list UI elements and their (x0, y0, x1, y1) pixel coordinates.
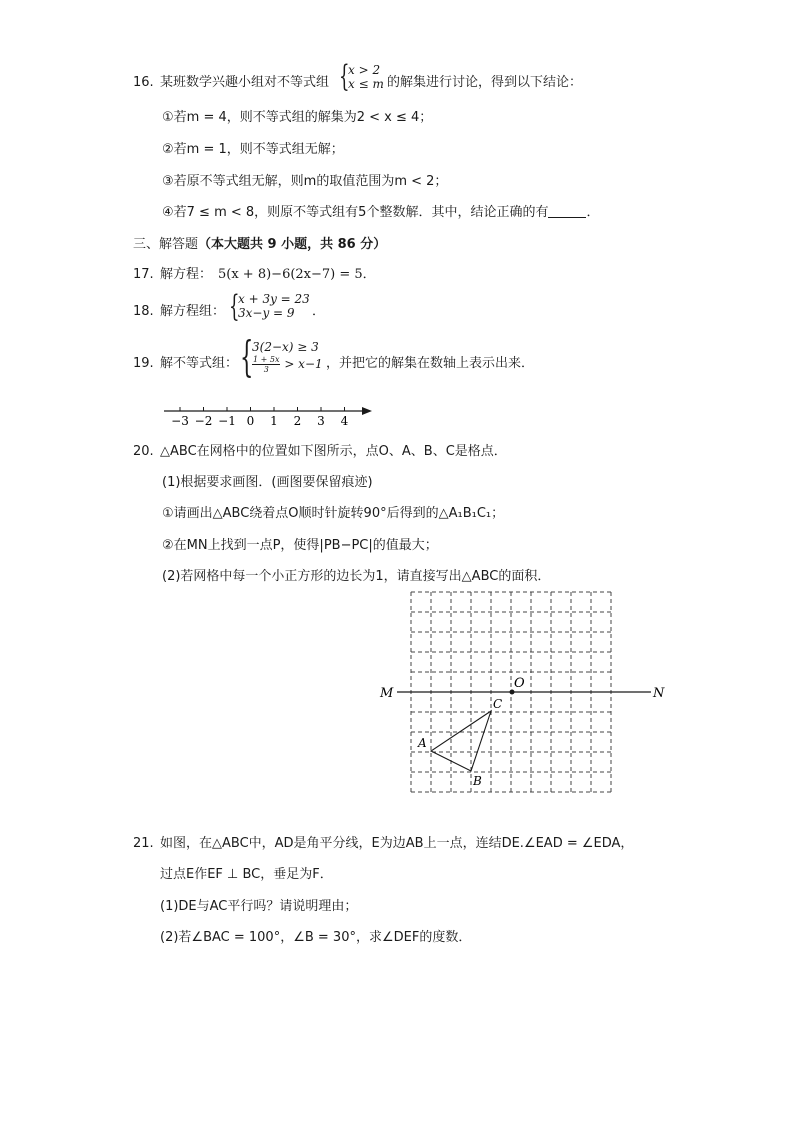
q21-part-2: (2)若∠BAC = 100°，∠B = 30°，求∠DEF的度数． (160, 930, 472, 945)
q20-stem: △ABC在网格中的位置如下图所示，点O、A、B、C是格点． (160, 444, 507, 459)
q20-part-1: (1)根据要求画图．(画图要保留痕迹) (162, 475, 373, 490)
section-3-note: （本大题共 9 小题，共 86 分） (198, 237, 387, 252)
q20-part-2: (2)若网格中每一个小正方形的边长为1，请直接写出△ABC的面积． (162, 569, 551, 584)
q17-equation: 5(x + 8)−6(2x−7) = 5． (218, 267, 376, 282)
label-b: B (473, 774, 482, 788)
q16-conclusion-4-end: ． (586, 205, 600, 220)
label-n: N (653, 686, 665, 701)
label-m: M (380, 686, 394, 701)
q19-system-line1: 3(2−x) ≥ 3 (252, 340, 319, 354)
q18-system-brace: { (229, 289, 240, 324)
number-line-tick-label: −2 (194, 414, 213, 428)
number-line-tick-label: 4 (340, 414, 349, 428)
triangle-abc (431, 711, 491, 771)
q19-fraction-numerator: 1 + 5x (253, 355, 280, 364)
number-line-tick-label: −1 (218, 414, 236, 428)
q19-tail: ，并把它的解集在数轴上表示出来． (326, 356, 535, 371)
number-line (160, 400, 380, 430)
q21-number: 21. (133, 836, 154, 851)
q19-fraction-denominator: 3 (263, 365, 269, 374)
answer-blank[interactable] (548, 205, 586, 218)
number-line-tick-label: 3 (317, 414, 325, 428)
q16-conclusion-4-text: ④若7 ≤ m < 8，则原不等式组有5个整数解．其中，结论正确的有 (162, 205, 549, 220)
label-o: O (514, 676, 525, 691)
q16-conclusion-2: ②若m = 1，则不等式组无解； (162, 142, 344, 157)
q19-fraction (252, 355, 280, 374)
grid-figure (370, 585, 680, 800)
q21-line-2: 过点E作EF ⊥ BC，垂足为F． (160, 867, 333, 882)
q20-sub-1: ①请画出△ABC绕着点O顺时针旋转90°后得到的△A₁B₁C₁； (162, 506, 505, 521)
label-c: C (493, 697, 503, 711)
q19-system-brace: { (240, 332, 254, 381)
q20-sub-2: ②在MN上找到一点P，使得|PB−PC|的值最大； (162, 538, 438, 553)
number-line-tick-label: 2 (293, 414, 302, 428)
q20-number: 20. (133, 444, 154, 459)
q18-label: 解方程组： (160, 304, 226, 319)
q16-conclusion-3: ③若原不等式组无解，则m的取值范围为m < 2； (162, 174, 448, 189)
q18-system-line1: x + 3y = 23 (238, 292, 310, 306)
q18-system-line2: 3x−y = 9 (238, 306, 295, 320)
q16-conclusion-1: ①若m = 4，则不等式组的解集为2 < x ≤ 4； (162, 110, 433, 125)
label-a: A (418, 736, 427, 750)
q18-tail: ． (312, 304, 326, 319)
q16-stem-after: 的解集进行讨论，得到以下结论： (387, 75, 583, 90)
section-3-prefix: 三、解答题 (133, 237, 199, 252)
q18-number: 18. (133, 304, 154, 319)
q16-system-brace: { (339, 59, 350, 94)
q19-system-line2 (252, 355, 323, 374)
q16-stem-before: 某班数学兴趣小组对不等式组 (160, 75, 330, 90)
q21-line-1: 如图，在△ABC中，AD是角平分线，E为边AB上一点，连结DE.∠EAD = ∠EDA， (160, 836, 634, 851)
number-line-tick-label: −3 (171, 414, 189, 428)
q17-number: 17. (133, 267, 154, 282)
q19-system-line2-rest: > x−1 (284, 357, 323, 371)
number-line-arrow (362, 407, 372, 415)
section-3-heading (133, 237, 386, 253)
q16-number: 16. (133, 75, 154, 90)
number-line-tick-label: 1 (270, 414, 278, 428)
q16-system-line2: x ≤ m (348, 77, 384, 91)
q16-system-line1: x > 2 (348, 63, 381, 77)
q19-label: 解不等式组： (160, 356, 239, 371)
q21-part-1: (1)DE与AC平行吗？请说明理由； (160, 899, 358, 914)
q19-number: 19. (133, 356, 154, 371)
number-line-tick-label: 0 (246, 414, 255, 428)
q17-label: 解方程： (160, 267, 213, 282)
q16-conclusion-4 (162, 205, 599, 221)
